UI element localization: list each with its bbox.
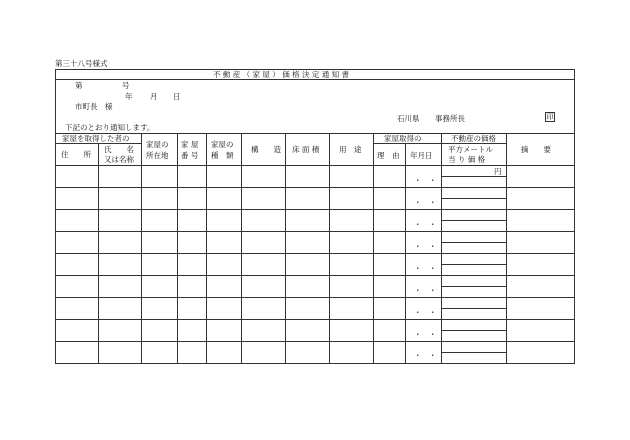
acquisition-group-rule	[373, 143, 441, 144]
header-acquirer-group: 家屋を取得した者の	[62, 134, 130, 143]
row-divider	[55, 297, 575, 298]
header-location-line2: 所在地	[146, 151, 169, 160]
date-dots: ・ ・	[414, 242, 437, 251]
price-subrule	[441, 264, 506, 265]
row-divider	[55, 319, 575, 320]
date-month: 月	[150, 92, 158, 101]
price-subrule	[441, 330, 506, 331]
row-divider	[55, 275, 575, 276]
notice-text: 下記のとおり通知します。	[65, 123, 155, 132]
row-divider	[55, 187, 575, 188]
header-acquisition-group: 家屋取得の	[384, 134, 422, 143]
recipient: 市町長 様	[75, 102, 113, 111]
header-floor-area: 床 面 積	[292, 145, 320, 154]
row-divider	[55, 253, 575, 254]
header-reason: 理 由	[377, 151, 400, 160]
price-subrule	[441, 308, 506, 309]
header-price-group: 不動産の価格	[451, 134, 496, 143]
seal-stamp: 印	[546, 113, 554, 121]
header-type-line2: 種 類	[211, 151, 234, 160]
number-prefix: 第	[75, 81, 83, 90]
date-dots: ・ ・	[414, 264, 437, 273]
header-name-line2: 又は名称	[104, 155, 134, 164]
date-dots: ・ ・	[414, 330, 437, 339]
price-subrule	[441, 242, 506, 243]
issuer-title: 事務所長	[435, 114, 465, 123]
col-divider	[241, 133, 242, 364]
number-suffix: 号	[122, 81, 130, 90]
price-subrule	[441, 352, 506, 353]
header-price-line1: 平方メートル	[448, 145, 493, 154]
date-dots: ・ ・	[414, 351, 437, 360]
header-location-line1: 家屋の	[146, 140, 169, 149]
header-name-line1: 氏 名	[104, 145, 134, 154]
header-address: 住 所	[61, 150, 91, 159]
date-dots: ・ ・	[414, 176, 437, 185]
header-date: 年月日	[410, 151, 433, 160]
header-bottom-rule	[55, 165, 575, 166]
row-divider	[55, 341, 575, 342]
date-day: 日	[173, 92, 181, 101]
header-remarks: 摘 要	[521, 145, 551, 154]
price-subrule	[441, 176, 506, 177]
price-subrule	[441, 198, 506, 199]
header-number-line1: 家 屋	[181, 140, 199, 149]
price-subrule	[441, 220, 506, 221]
col-divider	[141, 133, 142, 364]
table-top-rule	[55, 133, 575, 134]
date-dots: ・ ・	[414, 220, 437, 229]
header-price-line2: 当 り 価 格	[448, 155, 486, 164]
form-number: 第三十八号様式	[55, 59, 108, 68]
row-divider	[55, 231, 575, 232]
col-divider	[329, 133, 330, 364]
col-divider	[373, 133, 374, 364]
title-divider	[55, 79, 575, 80]
date-dots: ・ ・	[414, 198, 437, 207]
col-divider	[177, 133, 178, 364]
header-use: 用 途	[339, 145, 362, 154]
yen-unit: 円	[494, 167, 502, 176]
document-title: 不 動 産 （ 家 屋 ） 価 格 決 定 通 知 書	[213, 70, 349, 79]
price-group-rule	[441, 143, 506, 144]
row-divider	[55, 209, 575, 210]
header-type-line1: 家屋の	[211, 140, 234, 149]
issuer-prefecture: 石川県	[397, 114, 420, 123]
col-divider	[206, 133, 207, 364]
col-divider	[506, 133, 507, 364]
header-structure: 構 造	[251, 145, 281, 154]
price-subrule	[441, 286, 506, 287]
date-year: 年	[125, 92, 133, 101]
header-number-line2: 番 号	[181, 151, 199, 160]
date-dots: ・ ・	[414, 286, 437, 295]
col-divider	[285, 133, 286, 364]
date-dots: ・ ・	[414, 308, 437, 317]
